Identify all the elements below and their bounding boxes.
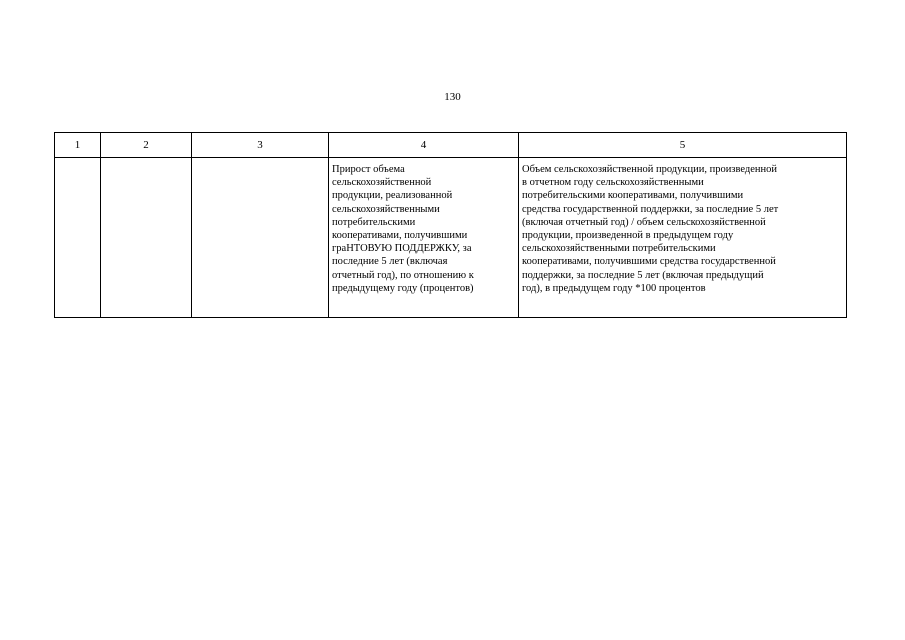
cell-text — [101, 158, 191, 163]
header-cell-5: 5 — [519, 133, 847, 158]
table-header-row — [55, 133, 847, 158]
indicator-name-text: Прирост объема сельскохозяйственной продукции, реализованной сельскохозяйственными потребительскими кооперативами, получившими граНТОВУЮ ПОДДЕРЖКУ, за последние 5 лет (включая отчетный год), по отношению к предыдущему году (процентов) — [332, 164, 474, 294]
page-number: 130 — [444, 91, 461, 103]
header-cell-1: 1 — [55, 133, 101, 158]
calculation-formula-cell — [519, 158, 847, 318]
calculation-formula-text: Объем сельскохозяйственной продукции, произведенной в отчетном году сельскохозяйственными потребительскими кооперативами, получившими средства государственной поддержки, за последние 5 лет (включая отчетный год) / объем сельскохозяйственной продукции, произведенной в предыдущем году сельскохозяйственными потребительскими кооперативами, получившими средства государственной поддержки, за последние 5 лет (включая предыдущий год), в предыдущем году *100 процентов — [522, 164, 779, 294]
cell-text — [55, 158, 100, 163]
indicator-table — [54, 132, 847, 318]
table-cell-2 — [101, 158, 192, 318]
header-cell-3: 3 — [192, 133, 329, 158]
cell-text — [192, 158, 328, 163]
indicator-name-cell — [329, 158, 519, 318]
table-cell-1 — [55, 158, 101, 318]
header-cell-2: 2 — [101, 133, 192, 158]
header-cell-4: 4 — [329, 133, 519, 158]
table-cell-3 — [192, 158, 329, 318]
table-row — [55, 158, 847, 318]
